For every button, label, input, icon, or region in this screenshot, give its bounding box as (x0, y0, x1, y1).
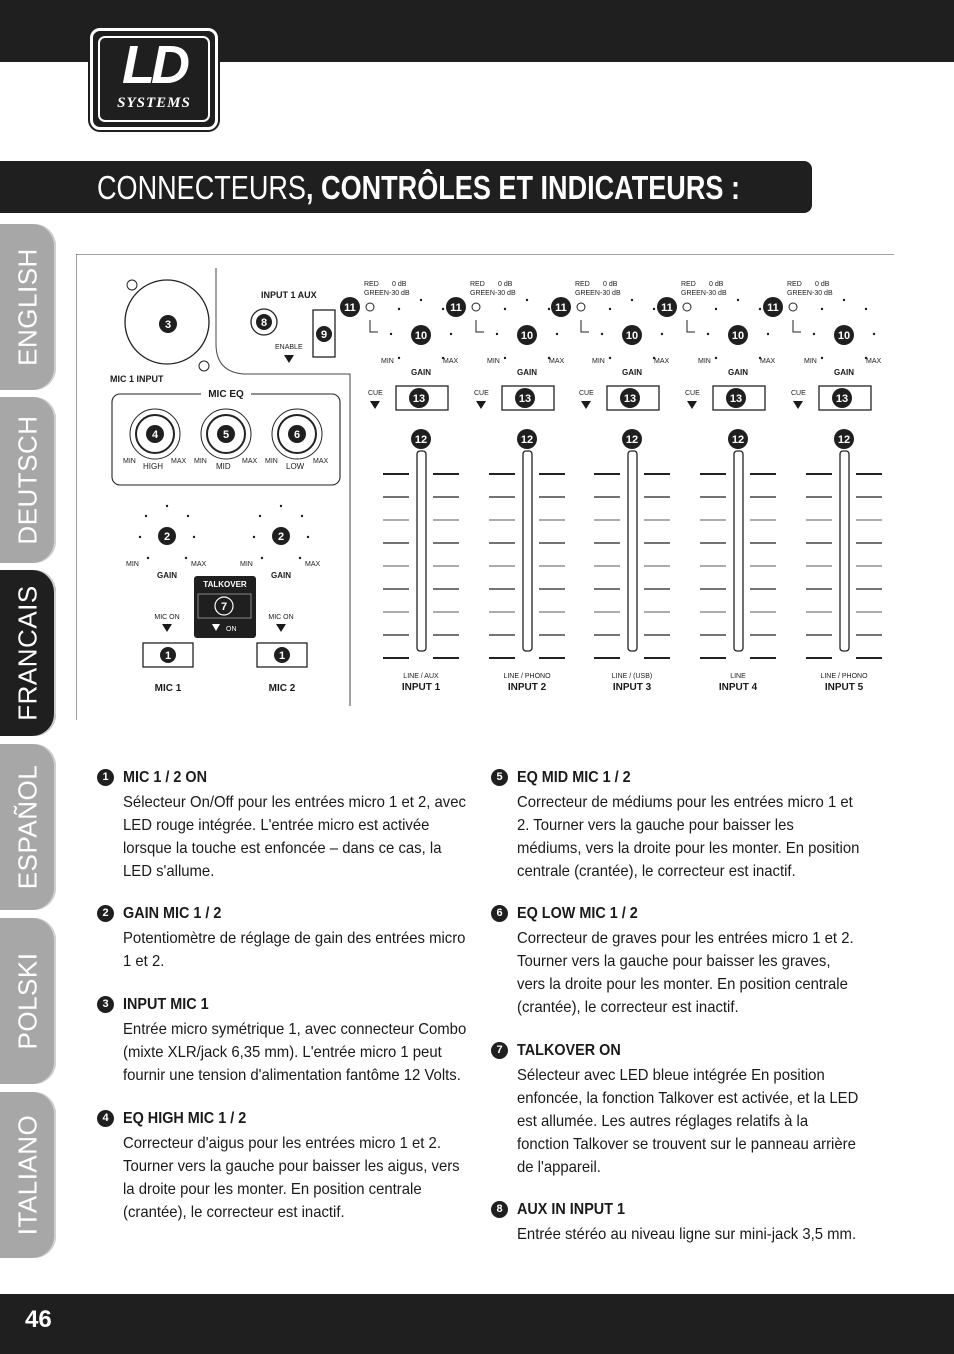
svg-text:12: 12 (520, 434, 534, 446)
svg-text:RED: RED (787, 281, 802, 288)
channel-sublabel: LINE / AUX (403, 673, 439, 680)
channel-label: INPUT 5 (824, 682, 864, 693)
low-label: LOW (286, 462, 305, 471)
led-meter-indicator (763, 297, 783, 317)
logo-sub: SYSTEMS (117, 95, 191, 111)
svg-text:10: 10 (837, 330, 851, 342)
led-meter-label (470, 281, 516, 297)
svg-text:11: 11 (344, 302, 356, 314)
eq-low-knob[interactable] (272, 409, 322, 459)
svg-text:11: 11 (661, 302, 673, 314)
svg-text:7: 7 (220, 601, 228, 613)
channel-fader[interactable] (700, 429, 776, 658)
svg-text:GAIN: GAIN (517, 368, 537, 377)
mic2-gain-knob[interactable] (253, 505, 309, 559)
mid-label: MID (216, 462, 231, 471)
mic1-gain-knob[interactable] (139, 505, 195, 559)
ld-systems-logo (90, 28, 218, 130)
led-meter-label (575, 281, 621, 297)
svg-text:RED: RED (364, 281, 379, 288)
svg-text:0 dB: 0 dB (603, 281, 618, 288)
list-item: 2 GAIN MIC 1 / 2 Potentiomètre de réglage de gain des entrées micro 1 et 2. (97, 904, 493, 973)
channel-label: INPUT 1 (401, 682, 441, 693)
svg-text:13: 13 (518, 393, 532, 405)
led-meter-label (787, 281, 833, 297)
svg-text:10: 10 (414, 330, 428, 342)
mic1-input-label: MIC 1 INPUT (110, 374, 164, 384)
svg-text:GAIN: GAIN (834, 368, 854, 377)
svg-text:2: 2 (277, 531, 285, 543)
svg-text:MIN: MIN (194, 458, 207, 465)
led-meter-indicator (551, 297, 571, 317)
svg-text:CUE: CUE (791, 390, 806, 397)
channel-sublabel: LINE / PHONO (820, 673, 868, 680)
svg-text:GAIN: GAIN (271, 571, 291, 580)
tab-english[interactable]: ENGLISH (0, 224, 56, 390)
svg-text:12: 12 (414, 434, 428, 446)
list-item: 6 EQ LOW MIC 1 / 2 Correcteur de graves pour les entrées micro 1 et 2. Tourner vers la gauche pour baisser les graves, vers la droite pour les monter. En position centrale (crantée), le correcteur est inactif. (491, 904, 887, 1019)
led-meter-indicator (340, 297, 360, 317)
list-item: 3 INPUT MIC 1 Entrée micro symétrique 1, avec connecteur Combo (mixte XLR/jack 6,35 mm). L'entrée micro 1 peut fournir une tension d'alimentation fantôme 12 Volts. (97, 995, 493, 1087)
svg-text:10: 10 (731, 330, 745, 342)
svg-text:MAX: MAX (866, 358, 882, 365)
svg-text:MIN: MIN (123, 458, 136, 465)
mic2-on-button[interactable] (257, 643, 307, 667)
channel-gain-knob[interactable] (496, 299, 558, 359)
svg-text:GAIN: GAIN (622, 368, 642, 377)
svg-text:MAX: MAX (242, 458, 258, 465)
svg-text:8: 8 (260, 317, 268, 329)
mic1-input-connector[interactable] (125, 280, 209, 371)
svg-text:CUE: CUE (579, 390, 594, 397)
svg-text:2: 2 (163, 531, 171, 543)
page-title: CONNECTEURS, CONTRÔLES ET INDICATEURS : (97, 169, 740, 206)
svg-text:-30 dB: -30 dB (706, 290, 727, 297)
list-item: 1 MIC 1 / 2 ON Sélecteur On/Off pour les entrées micro 1 et 2, avec LED rouge intégrée. L'entrée micro est activée lorsque la touche est enfoncée – dans ce cas, la LED s'allume. (97, 768, 493, 883)
mic1-label: MIC 1 (154, 683, 182, 694)
svg-text:13: 13 (729, 393, 743, 405)
channel-gain-knob[interactable] (601, 299, 663, 359)
cue-button[interactable] (713, 386, 765, 410)
channel-label: INPUT 4 (718, 682, 758, 693)
svg-text:GAIN: GAIN (728, 368, 748, 377)
svg-text:GREEN: GREEN (681, 290, 706, 297)
channel-label: INPUT 3 (612, 682, 652, 693)
svg-text:MAX: MAX (171, 458, 187, 465)
svg-text:9: 9 (320, 329, 328, 341)
enable-label: ENABLE (275, 344, 303, 351)
svg-text:MIN: MIN (804, 358, 817, 365)
channel-gain-knob[interactable] (707, 299, 769, 359)
svg-text:MIN: MIN (240, 561, 253, 568)
svg-text:CUE: CUE (685, 390, 700, 397)
channel-sublabel: LINE (730, 673, 746, 680)
led-meter-label (364, 281, 410, 297)
mixer-panel-diagram (76, 254, 894, 720)
mic1-on-button[interactable] (143, 643, 193, 667)
svg-text:12: 12 (731, 434, 745, 446)
svg-text:-30 dB: -30 dB (495, 290, 516, 297)
svg-text:1: 1 (164, 650, 172, 662)
svg-text:MAX: MAX (549, 358, 565, 365)
svg-text:13: 13 (412, 393, 426, 405)
aux-input-jack[interactable] (251, 309, 277, 335)
channel-fader[interactable] (594, 429, 670, 658)
svg-text:3: 3 (164, 319, 172, 331)
list-item: 8 AUX IN INPUT 1 Entrée stéréo au niveau ligne sur mini-jack 3,5 mm. (491, 1200, 887, 1246)
channel-sublabel: LINE / PHONO (503, 673, 551, 680)
svg-text:11: 11 (555, 302, 567, 314)
tab-francais[interactable]: FRANCAIS (0, 570, 56, 736)
channel-fader[interactable] (806, 429, 882, 658)
svg-text:0 dB: 0 dB (392, 281, 407, 288)
svg-text:12: 12 (625, 434, 639, 446)
svg-text:GREEN: GREEN (575, 290, 600, 297)
svg-text:CUE: CUE (474, 390, 489, 397)
channel-fader[interactable] (383, 429, 459, 658)
channel-gain-knob[interactable] (813, 299, 875, 359)
svg-text:MIN: MIN (381, 358, 394, 365)
svg-text:RED: RED (470, 281, 485, 288)
svg-text:MAX: MAX (191, 561, 207, 568)
svg-text:10: 10 (625, 330, 639, 342)
channel-label: INPUT 2 (507, 682, 547, 693)
high-label: HIGH (143, 462, 163, 471)
svg-text:MIC ON: MIC ON (268, 614, 294, 621)
svg-text:-30 dB: -30 dB (389, 290, 410, 297)
svg-text:ON: ON (226, 626, 237, 633)
svg-text:MAX: MAX (313, 458, 329, 465)
svg-text:RED: RED (575, 281, 590, 288)
svg-text:CUE: CUE (368, 390, 383, 397)
tab-espanol[interactable]: ESPAÑOL (0, 744, 56, 910)
svg-text:6: 6 (293, 429, 301, 441)
svg-text:MIN: MIN (487, 358, 500, 365)
svg-text:11: 11 (450, 302, 462, 314)
mic-eq-label: MIC EQ (208, 389, 244, 400)
bottom-bar (0, 1294, 954, 1354)
svg-text:5: 5 (222, 429, 230, 441)
svg-text:10: 10 (520, 330, 534, 342)
svg-text:MAX: MAX (443, 358, 459, 365)
page-number: 46 (25, 1306, 52, 1333)
led-meter-indicator (446, 297, 466, 317)
svg-text:13: 13 (623, 393, 637, 405)
talkover-label: TALKOVER (203, 580, 247, 589)
svg-text:MIN: MIN (265, 458, 278, 465)
logo-brand: LD (122, 35, 186, 95)
svg-text:12: 12 (837, 434, 851, 446)
led-meter-label (681, 281, 727, 297)
cue-button[interactable] (396, 386, 448, 410)
svg-text:4: 4 (151, 429, 159, 441)
svg-text:1: 1 (278, 650, 286, 662)
cue-button[interactable] (607, 386, 659, 410)
svg-text:MIN: MIN (698, 358, 711, 365)
eq-mid-knob[interactable] (201, 409, 251, 459)
channel-fader[interactable] (489, 429, 565, 658)
svg-text:GREEN: GREEN (364, 290, 389, 297)
channel-gain-knob[interactable] (390, 299, 452, 359)
input1-aux-label: INPUT 1 AUX (261, 290, 317, 300)
svg-text:13: 13 (835, 393, 849, 405)
list-item: 4 EQ HIGH MIC 1 / 2 Correcteur d'aigus pour les entrées micro 1 et 2. Tourner vers la gauche pour baisser les aigus, vers la droite pour les monter. En position centrale (crantée), le correcteur est inactif. (97, 1109, 493, 1224)
eq-high-knob[interactable] (130, 409, 180, 459)
tab-italiano[interactable]: ITALIANO (0, 1092, 56, 1258)
svg-text:GREEN: GREEN (787, 290, 812, 297)
svg-text:-30 dB: -30 dB (600, 290, 621, 297)
channel-sublabel: LINE / (USB) (611, 673, 653, 680)
svg-text:11: 11 (767, 302, 779, 314)
svg-text:MAX: MAX (760, 358, 776, 365)
list-item: 7 TALKOVER ON Sélecteur avec LED bleue intégrée En position enfoncée, la fonction Talkover est activée, et la LED est allumée. Les autres réglages relatifs à la fonction Talkover se trouvent sur le panneau arrière de l'appareil. (491, 1041, 887, 1179)
aux-enable-button[interactable] (313, 310, 335, 357)
svg-text:-30 dB: -30 dB (812, 290, 833, 297)
list-item: 5 EQ MID MIC 1 / 2 Correcteur de médiums pour les entrées micro 1 et 2. Tourner vers la gauche pour baisser les médiums, vers la droite pour les monter. En position centrale (crantée), le correcteur est inactif. (491, 768, 887, 883)
cue-button[interactable] (502, 386, 554, 410)
svg-text:RED: RED (681, 281, 696, 288)
cue-button[interactable] (819, 386, 871, 410)
svg-text:GREEN: GREEN (470, 290, 495, 297)
svg-text:GAIN: GAIN (157, 571, 177, 580)
led-meter-indicator (657, 297, 677, 317)
svg-text:0 dB: 0 dB (498, 281, 513, 288)
svg-text:0 dB: 0 dB (709, 281, 724, 288)
svg-text:MIN: MIN (592, 358, 605, 365)
svg-text:MAX: MAX (305, 561, 321, 568)
svg-text:MIC ON: MIC ON (154, 614, 180, 621)
tab-polski[interactable]: POLSKI (0, 918, 56, 1084)
mic2-label: MIC 2 (268, 683, 296, 694)
svg-text:GAIN: GAIN (411, 368, 431, 377)
tab-deutsch[interactable]: DEUTSCH (0, 397, 56, 563)
svg-text:MAX: MAX (654, 358, 670, 365)
svg-text:MIN: MIN (126, 561, 139, 568)
svg-text:0 dB: 0 dB (815, 281, 830, 288)
